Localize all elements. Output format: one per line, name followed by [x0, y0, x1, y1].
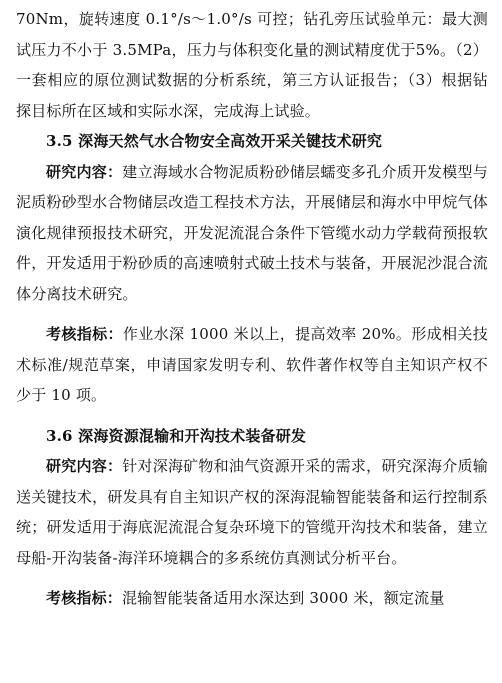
intro-paragraph: 70Nm，旋转速度 0.1°/s～1.0°/s 可控；钻孔旁压试验单元：最大测试压力不小于 3.5MPa，压力与体积变化量的测试精度优于5%。（2）一套相应的原位测试数据的分析系统，第三方认证报告；（3）根据钻探目标所在区域和实际水深，完成海上试验。	[16, 10, 488, 120]
content-label: 研究内容：	[46, 457, 123, 475]
content-text: 针对深海矿物和油气资源开采的需求，研究深海介质输送关键技术，研发具有自主知识产权的深海混输智能装备和运行控制系统；研发适用于海底泥流混合复杂环境下的管缆开沟技术和装备，建立母船-开沟装备-海洋环境耦合的多系统仿真测试分析平台。	[16, 457, 488, 567]
content-text: 建立海域水合物泥质粉砂储层蠕变多孔介质开发模型与泥质粉砂型水合物储层改造工程技术方法，开展储层和海水中甲烷气体演化规律预报技术研究，开发泥流混合条件下管缆水动力学载荷预报软件，开发适用于粉砂质的高速喷射式破土技术与装备，开展泥沙混合流体分离技术研究。	[16, 162, 488, 303]
kpi-text: 混输智能装备适用水深达到 3000 米，额定流量	[122, 589, 445, 607]
paragraph-spacer	[16, 573, 488, 583]
section-3-6-content	[16, 451, 488, 573]
section-3-6-kpi	[16, 583, 488, 614]
kpi-text: 作业水深 1000 米以上，提高效率 20%。形成相关技术标准/规范草案，申请国家发明专利、软件著作权等自主知识产权不少于 10 项。	[16, 325, 488, 404]
content-label: 研究内容：	[46, 162, 123, 181]
section-3-5-content	[16, 157, 488, 310]
section-3-5-title: 3.5 深海天然气水合物安全高效开采关键技术研究	[46, 132, 383, 150]
kpi-label: 考核指标：	[46, 589, 123, 607]
paragraph-spacer	[16, 309, 488, 319]
section-3-5-kpi	[16, 319, 488, 411]
kpi-label: 考核指标：	[46, 325, 123, 343]
paragraph-spacer	[16, 411, 488, 421]
section-3-6-title: 3.6 深海资源混输和开沟技术装备研发	[46, 426, 307, 445]
